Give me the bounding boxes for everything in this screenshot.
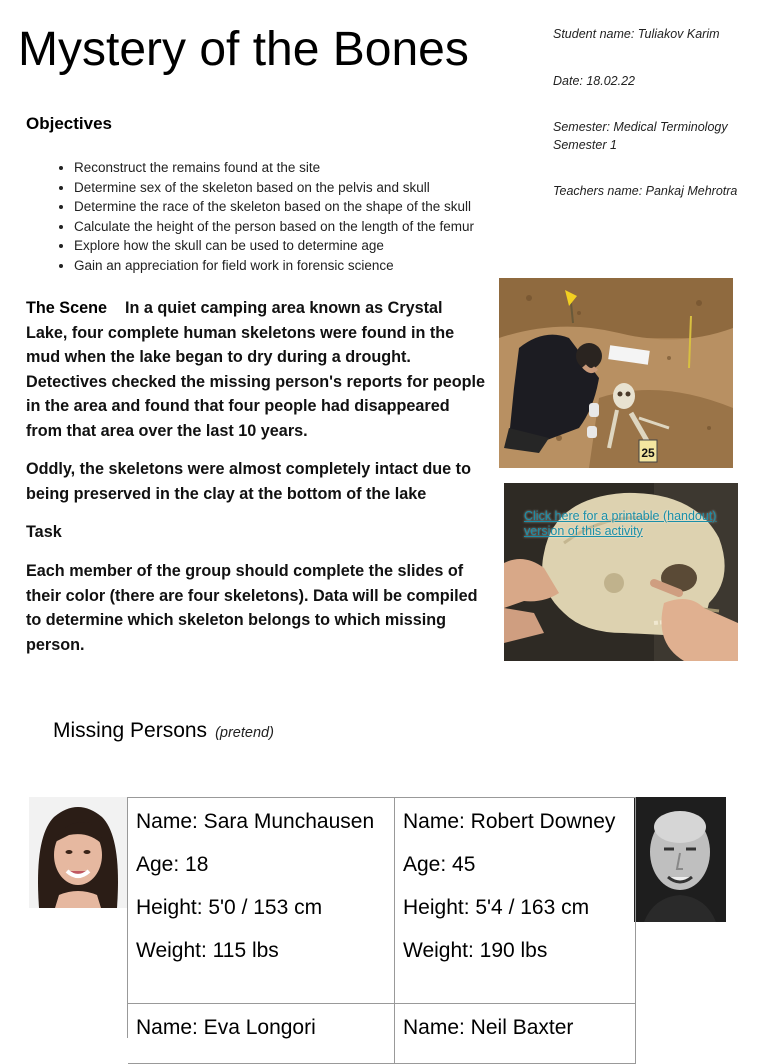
person-weight: Weight: 190 lbs [403,939,548,962]
objective-item: • Explore how the skull can be used to determine age [74,236,526,256]
printable-version-link[interactable]: Click here for a printable (handout) version of this activity [524,509,717,538]
student-name: Student name: Tuliakov Karim [553,27,720,41]
missing-persons-table [127,797,636,1038]
person-name: Name: Neil Baxter [403,1016,574,1039]
objective-item: • Calculate the height of the person based on the length of the femur [74,217,526,237]
missing-persons-heading [53,719,274,743]
person-card-sara [128,798,395,1004]
task-heading: Task [26,523,62,541]
person-weight: Weight: 115 lbs [136,939,279,962]
task-text: Each member of the group should complete the slides of their color (there are four skeletons). Data will be compiled to determine which skeleton belongs to which missing person. [26,562,478,654]
date: Date: 18.02.22 [553,74,636,88]
avatar-sara [29,797,127,908]
person-name: Name: Robert Downey [403,810,616,833]
evidence-tag-number: 25 [641,446,655,460]
scene-paragraph-2: Oddly, the skeletons were almost completely intact due to being preserved in the clay at the bottom of the lake [26,460,471,503]
missing-persons-title: Missing Persons [53,719,208,742]
person-age: Age: 18 [136,853,209,876]
avatar-robert [634,797,726,922]
person-age: Age: 45 [403,853,476,876]
excavation-photo [499,278,733,468]
scene-paragraph [26,296,488,444]
teacher-name: Teachers name: Pankaj Mehrotra [553,184,738,198]
missing-persons-subtitle: (pretend) [215,725,274,741]
page-title: Mystery of the Bones [18,23,469,76]
person-name: Name: Sara Munchausen [136,810,375,833]
person-card-eva [128,1004,395,1064]
scene-label: The Scene [26,299,107,317]
objective-item: • Gain an appreciation for field work in forensic science [74,256,526,276]
objective-item: • Determine sex of the skeleton based on the pelvis and skull [74,178,526,198]
objective-item: • Reconstruct the remains found at the site [74,158,526,178]
objectives-list [48,158,526,276]
person-card-neil [395,1004,636,1064]
person-name: Name: Eva Longori [136,1016,316,1039]
scene-text: In a quiet camping area known as Crystal Lake, four complete human skeletons were found in the mud when the lake began to dry during a drought. Detectives checked the missing person's reports for people in the area and found that four people had disappeared from that area over the last 10 years. [26,299,486,440]
person-card-robert [395,798,636,1004]
objective-item: • Determine the race of the skeleton based on the shape of the skull [74,197,526,217]
person-height: Height: 5'0 / 153 cm [136,896,323,919]
objectives-heading: Objectives [26,114,112,133]
semester: Semester: Medical Terminology Semester 1 [553,120,728,152]
person-height: Height: 5'4 / 163 cm [403,896,590,919]
